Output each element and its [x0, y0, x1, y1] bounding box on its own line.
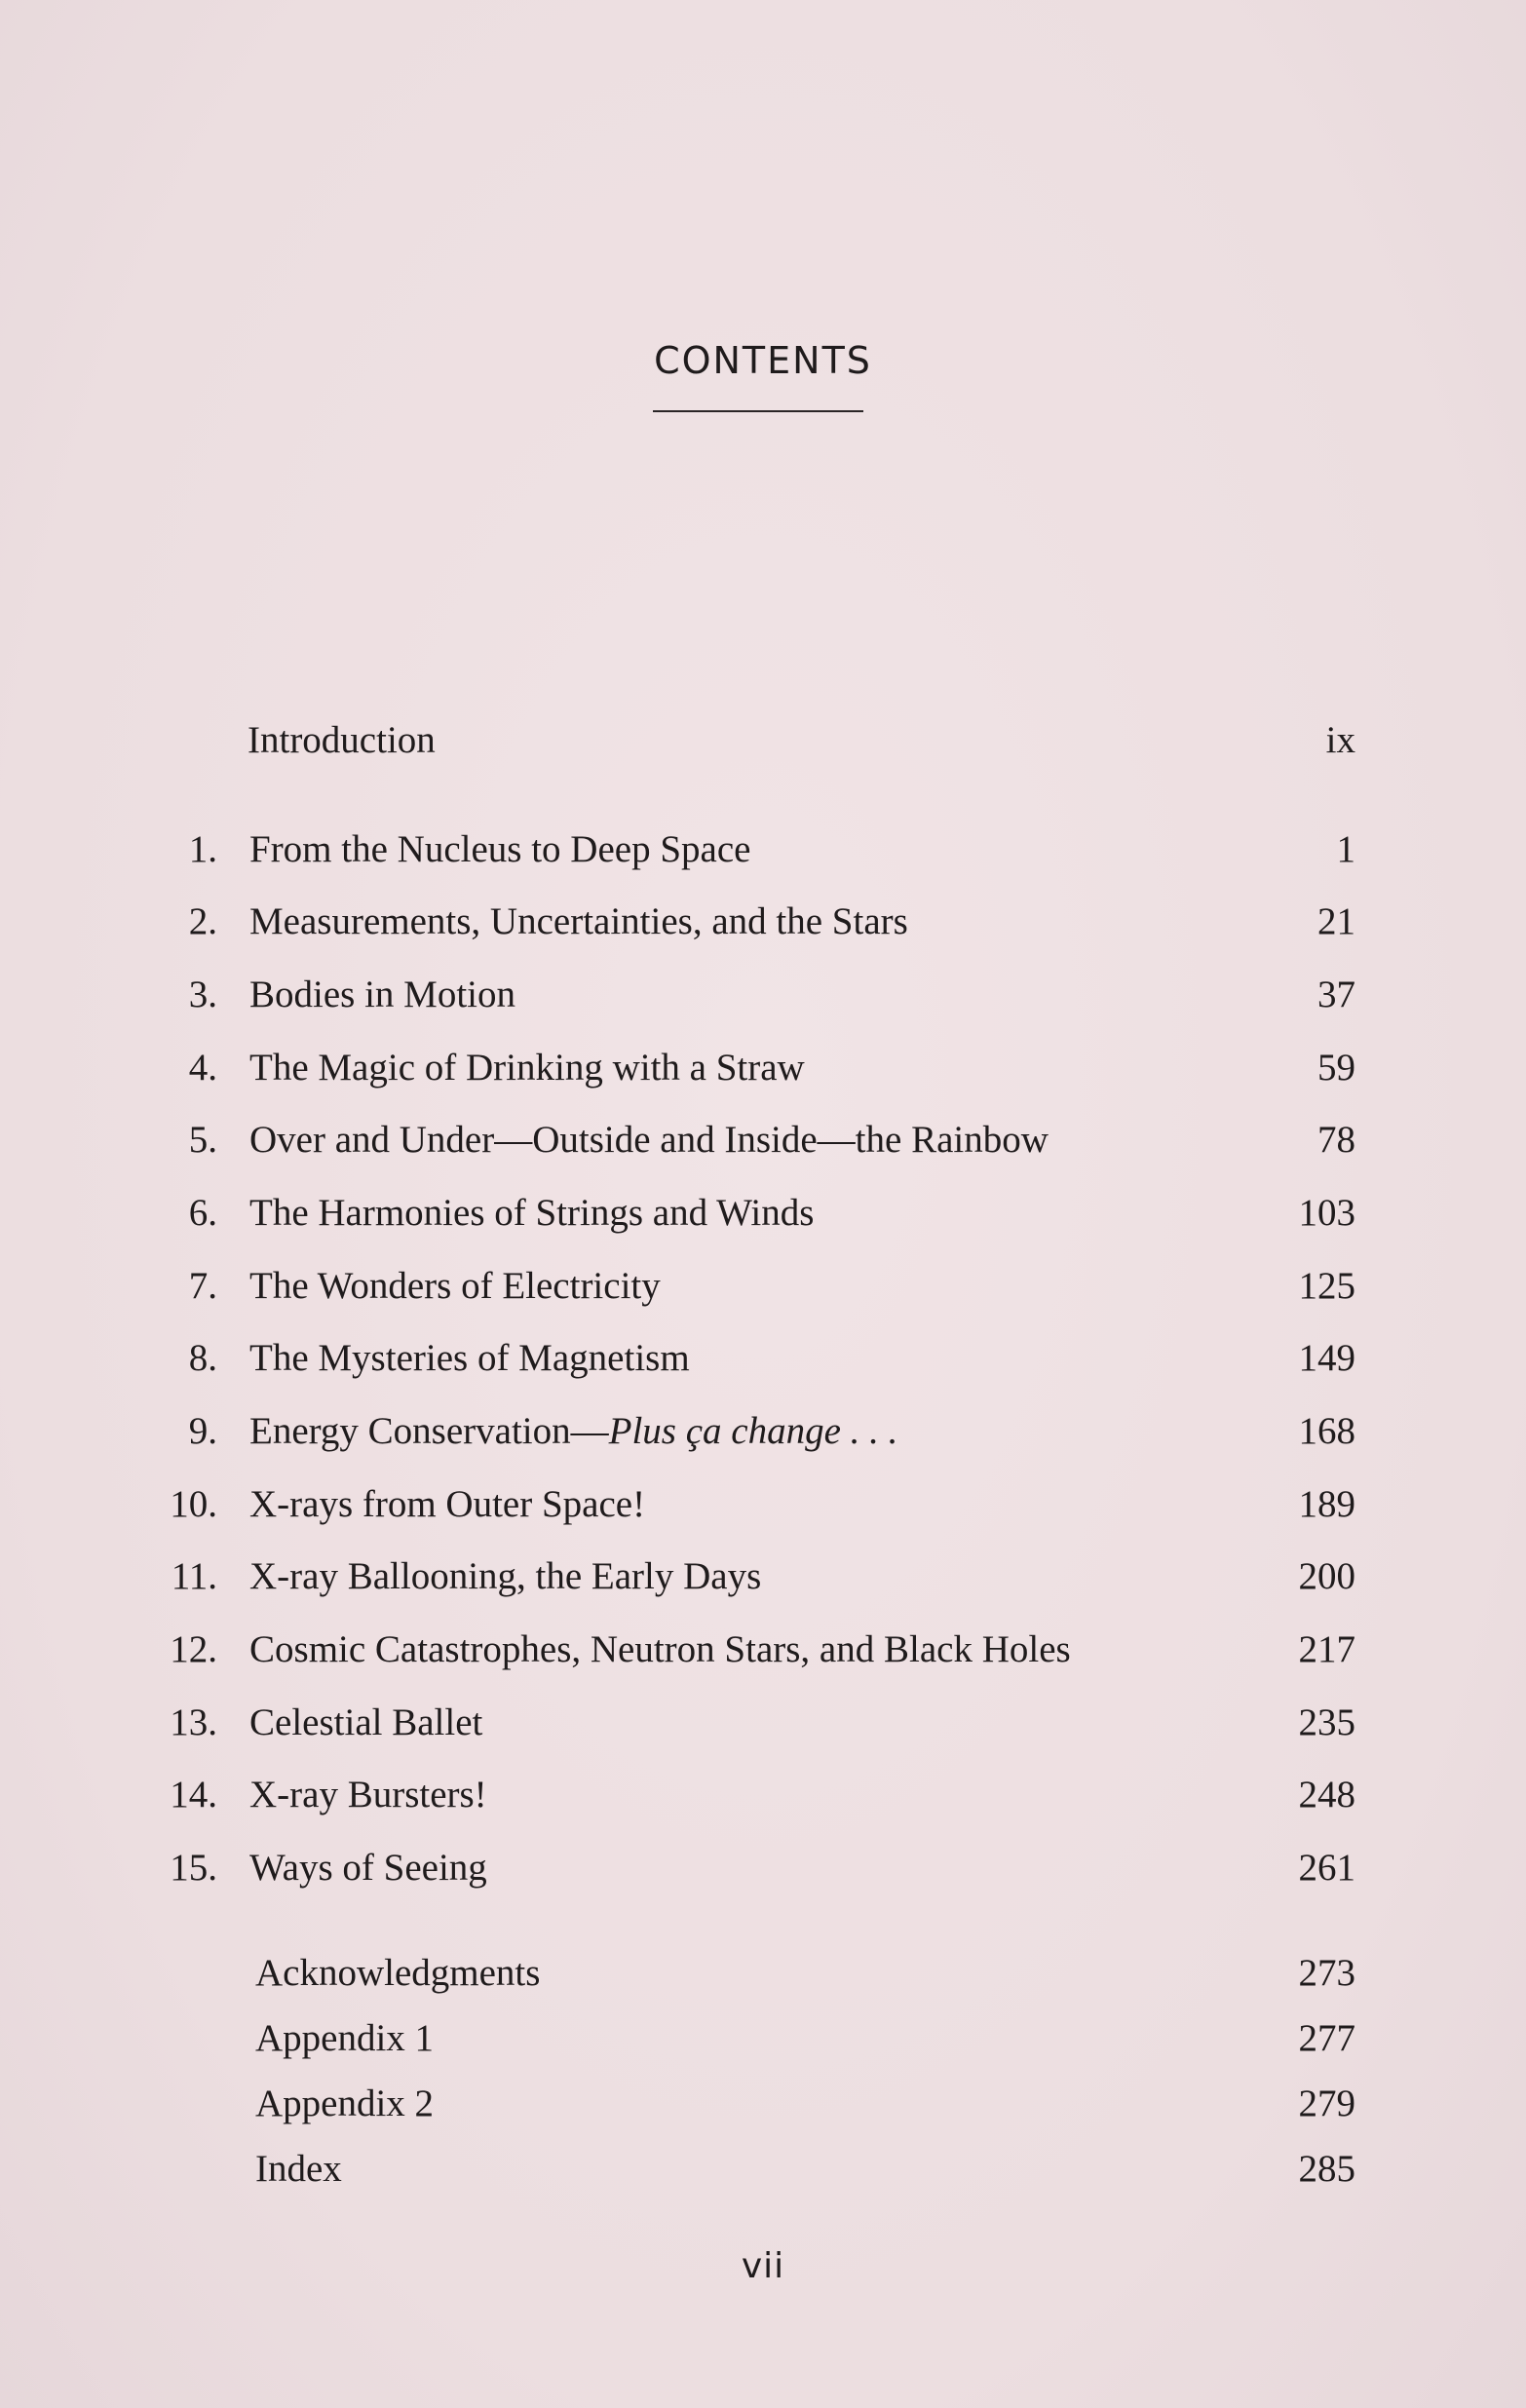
toc-entry-chapter-6	[0, 1186, 1526, 1241]
chapter-number: 1.	[188, 828, 217, 870]
chapter-page: 1	[1336, 828, 1355, 870]
chapter-number: 14.	[170, 1774, 217, 1816]
toc-entry-index	[0, 2142, 1526, 2197]
chapter-title: X-ray Ballooning, the Early Days	[249, 1555, 762, 1597]
chapter-page: 37	[1317, 974, 1355, 1015]
chapter-number: 3.	[188, 974, 217, 1015]
toc-entry-chapter-10	[0, 1477, 1526, 1532]
chapter-page: 248	[1298, 1774, 1355, 1816]
page-folio: vii	[741, 2246, 785, 2286]
toc-entry-chapter-9	[0, 1404, 1526, 1459]
toc-entry-chapter-14	[0, 1768, 1526, 1822]
chapter-page: 59	[1317, 1047, 1355, 1089]
toc-entry-chapter-3	[0, 968, 1526, 1022]
toc-entry-chapter-5	[0, 1113, 1526, 1167]
chapter-page: 168	[1298, 1410, 1355, 1452]
chapter-number: 15.	[170, 1847, 217, 1889]
toc-entry-chapter-1	[0, 822, 1526, 877]
chapter-title: From the Nucleus to Deep Space	[249, 828, 751, 870]
chapter-title: Cosmic Catastrophes, Neutron Stars, and Black Holes	[249, 1628, 1071, 1670]
chapter-title: The Mysteries of Magnetism	[249, 1337, 690, 1379]
chapter-title: Ways of Seeing	[249, 1847, 487, 1889]
toc-entry-page: 273	[1298, 1952, 1355, 1994]
chapter-number: 5.	[188, 1119, 217, 1161]
heading-underline	[653, 410, 863, 412]
toc-entry-introduction	[0, 713, 1526, 768]
chapter-title: X-ray Bursters!	[249, 1774, 487, 1816]
toc-entry-page: 285	[1298, 2148, 1355, 2190]
toc-entry-page: 277	[1298, 2017, 1355, 2059]
chapter-page: 149	[1298, 1337, 1355, 1379]
toc-entry-chapter-7	[0, 1259, 1526, 1314]
chapter-number: 4.	[188, 1047, 217, 1089]
toc-entry-appendix-1	[0, 2011, 1526, 2066]
chapter-title: Over and Under—Outside and Inside—the Rainbow	[249, 1119, 1049, 1161]
chapter-title	[249, 1404, 897, 1459]
chapter-page: 189	[1298, 1483, 1355, 1525]
toc-entry-title: Appendix 1	[255, 2017, 435, 2059]
chapter-title: The Wonders of Electricity	[249, 1265, 661, 1307]
toc-entry-chapter-15	[0, 1841, 1526, 1895]
toc-entry-title: Introduction	[248, 719, 436, 761]
chapter-number: 2.	[188, 900, 217, 942]
chapter-page: 217	[1298, 1628, 1355, 1670]
toc-entry-page: ix	[1325, 719, 1355, 761]
chapter-page: 78	[1317, 1119, 1355, 1161]
toc-entry-chapter-8	[0, 1331, 1526, 1386]
toc-entry-chapter-13	[0, 1696, 1526, 1750]
toc-entry-page: 279	[1298, 2083, 1355, 2124]
chapter-title: Celestial Ballet	[249, 1701, 483, 1743]
chapter-page: 200	[1298, 1555, 1355, 1597]
chapter-title-italic: Plus ça change . . .	[608, 1410, 898, 1452]
toc-entry-title: Acknowledgments	[255, 1952, 541, 1994]
toc-entry-title: Index	[255, 2148, 342, 2190]
toc-entry-chapter-12	[0, 1623, 1526, 1677]
chapter-number: 12.	[170, 1628, 217, 1670]
chapter-number: 10.	[170, 1483, 217, 1525]
toc-entry-chapter-4	[0, 1041, 1526, 1095]
chapter-page: 125	[1298, 1265, 1355, 1307]
chapter-number: 13.	[170, 1701, 217, 1743]
chapter-number: 6.	[188, 1192, 217, 1234]
chapter-page: 261	[1298, 1847, 1355, 1889]
chapter-title: The Harmonies of Strings and Winds	[249, 1192, 815, 1234]
chapter-title: The Magic of Drinking with a Straw	[249, 1047, 805, 1089]
chapter-number: 9.	[188, 1410, 217, 1452]
contents-heading: CONTENTS	[654, 339, 872, 382]
chapter-page: 21	[1317, 900, 1355, 942]
chapter-title: Bodies in Motion	[249, 974, 516, 1015]
chapter-number: 11.	[171, 1555, 217, 1597]
toc-entry-chapter-2	[0, 895, 1526, 949]
chapter-page: 103	[1298, 1192, 1355, 1234]
toc-entry-appendix-2	[0, 2077, 1526, 2131]
chapter-title: X-rays from Outer Space!	[249, 1483, 646, 1525]
chapter-title-roman: Energy Conservation—	[249, 1410, 609, 1452]
chapter-page: 235	[1298, 1701, 1355, 1743]
toc-entry-acknowledgments	[0, 1946, 1526, 2001]
chapter-number: 8.	[188, 1337, 217, 1379]
chapter-title: Measurements, Uncertainties, and the Stars	[249, 900, 908, 942]
toc-entry-chapter-11	[0, 1549, 1526, 1604]
toc-entry-title: Appendix 2	[255, 2083, 435, 2124]
chapter-number: 7.	[188, 1265, 217, 1307]
